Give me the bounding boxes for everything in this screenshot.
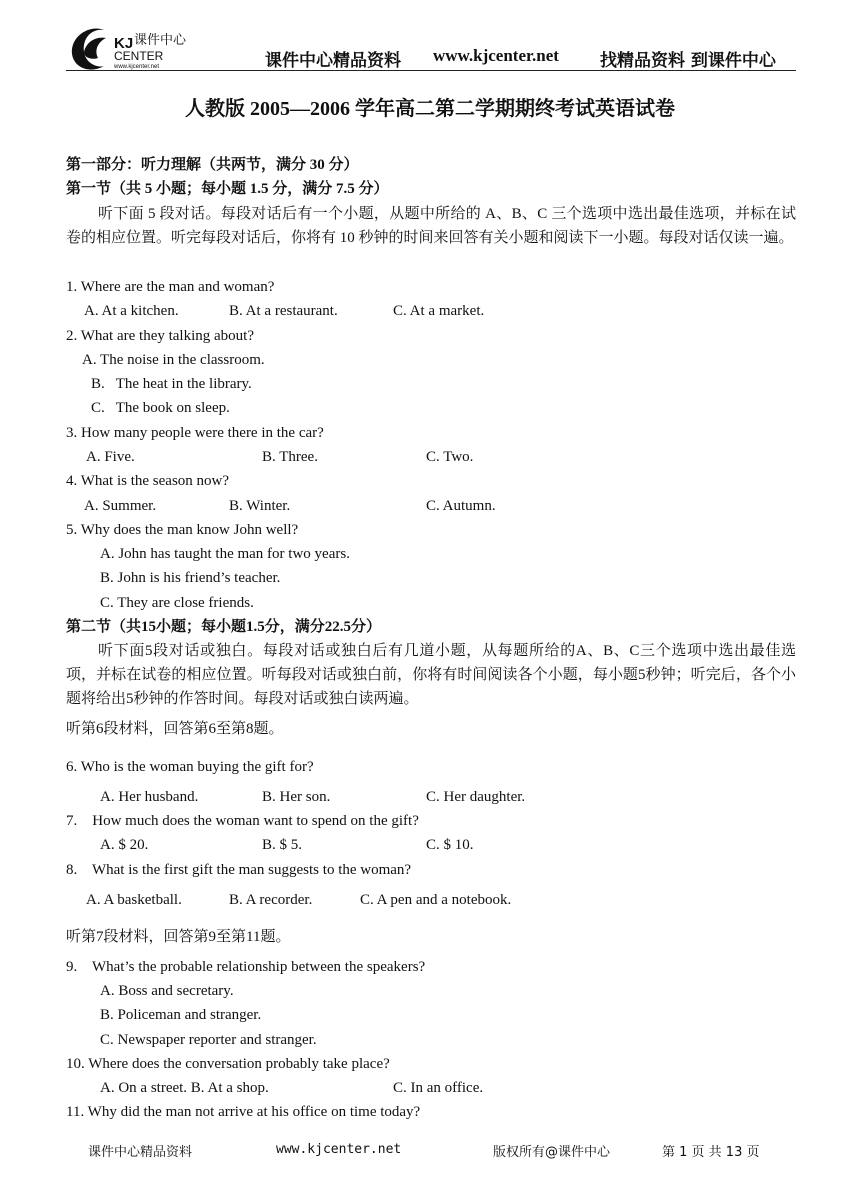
q5-option-b: B. John is his friend’s teacher. bbox=[100, 570, 281, 586]
header-right-text: 找精品资料 到课件中心 bbox=[600, 51, 776, 71]
logo-url: www.kjcenter.net bbox=[114, 64, 160, 70]
q9-option-a: A. Boss and secretary. bbox=[100, 983, 234, 999]
footer-url-link[interactable]: www.kjcenter.net bbox=[276, 1142, 402, 1157]
q4-option-b: B. Winter. bbox=[229, 498, 291, 514]
q1-stem: 1. Where are the man and woman? bbox=[66, 279, 275, 295]
logo-word: CENTER bbox=[114, 49, 164, 63]
q2-option-c: C. The book on sleep. bbox=[91, 400, 230, 416]
q7-option-a: A. $ 20. bbox=[100, 837, 149, 853]
q3-stem: 3. How many people were there in the car? bbox=[66, 425, 324, 441]
q5-stem: 5. Why does the man know John well? bbox=[66, 522, 299, 538]
q9-stem: 9. What’s the probable relationship between the speakers? bbox=[66, 959, 426, 975]
q2-option-b: B. The heat in the library. bbox=[91, 376, 252, 392]
q8-option-a: A. A basketball. bbox=[86, 892, 182, 908]
section1-instructions: 听下面 5 段对话。每段对话后有一个小题，从题中所给的 A、B、C 三个选项中选出最佳选项，并标在试卷的相应位置。听完每段对话后，你将有 10 秒钟的时间来回答有关小题和阅读下一小题。每段对话仅读一遍。 bbox=[66, 206, 796, 246]
q6-option-c: C. Her daughter. bbox=[426, 789, 526, 805]
q7-stem: 7. How much does the woman want to spend on the gift? bbox=[66, 813, 419, 829]
q8-stem: 8. What is the first gift the man suggests to the woman? bbox=[66, 862, 412, 878]
logo-text: 课件中心 bbox=[134, 33, 187, 48]
q10-option-c: C. In an office. bbox=[393, 1080, 484, 1096]
footer-left-text: 课件中心精品资料 bbox=[88, 1145, 193, 1160]
q3-option-c: C. Two. bbox=[426, 449, 474, 465]
kjcenter-logo bbox=[64, 22, 204, 74]
footer-copyright: 版权所有@课件中心 bbox=[493, 1145, 611, 1160]
q3-option-b: B. Three. bbox=[262, 449, 318, 465]
material7-label: 听第7段材料，回答第9至第11题。 bbox=[66, 929, 291, 945]
q1-option-c: C. At a market. bbox=[393, 303, 485, 319]
q4-option-a: A. Summer. bbox=[84, 498, 157, 514]
q10-option-ab: A. On a street. B. At a shop. bbox=[100, 1080, 269, 1096]
q9-option-b: B. Policeman and stranger. bbox=[100, 1007, 262, 1023]
q2-option-a: A. The noise in the classroom. bbox=[82, 352, 265, 368]
q10-stem: 10. Where does the conversation probably take place? bbox=[66, 1056, 390, 1072]
q7-option-c: C. $ 10. bbox=[426, 837, 474, 853]
header-left-text: 课件中心精品资料 bbox=[265, 51, 401, 71]
page-title: 人教版 2005—2006 学年高二第二学期期终考试英语试卷 bbox=[185, 98, 675, 120]
q5-option-c: C. They are close friends. bbox=[100, 595, 254, 611]
header-divider bbox=[66, 70, 796, 71]
q6-option-a: A. Her husband. bbox=[100, 789, 199, 805]
q8-option-b: B. A recorder. bbox=[229, 892, 313, 908]
q4-stem: 4. What is the season now? bbox=[66, 473, 230, 489]
q6-option-b: B. Her son. bbox=[262, 789, 331, 805]
logo-letters: KJ bbox=[114, 35, 134, 52]
q2-stem: 2. What are they talking about? bbox=[66, 328, 254, 344]
header-url-link[interactable]: www.kjcenter.net bbox=[433, 46, 559, 65]
q9-option-c: C. Newspaper reporter and stranger. bbox=[100, 1032, 317, 1048]
q1-option-a: A. At a kitchen. bbox=[84, 303, 179, 319]
material6-label: 听第6段材料，回答第6至第8题。 bbox=[66, 721, 284, 737]
q11-stem: 11. Why did the man not arrive at his office on time today? bbox=[66, 1104, 421, 1120]
section2-instructions: 听下面5段对话或独白。每段对话或独白后有几道小题，从每题所给的A、B、C三个选项中选出最佳选项，并标在试卷的相应位置。听每段对话或独白前，你将有时间阅读各个小题，每小题5秒钟；听完后，各个小题将给出5秒钟的作答时间。每段对话或独白读两遍。 bbox=[66, 643, 796, 707]
footer-page-number: 第 1 页 共 13 页 bbox=[662, 1145, 760, 1160]
q1-option-b: B. At a restaurant. bbox=[229, 303, 338, 319]
q6-stem: 6. Who is the woman buying the gift for? bbox=[66, 759, 314, 775]
q8-option-c: C. A pen and a notebook. bbox=[360, 892, 512, 908]
q3-option-a: A. Five. bbox=[86, 449, 135, 465]
q4-option-c: C. Autumn. bbox=[426, 498, 496, 514]
section1-heading: 第一节（共 5 小题；每小题 1.5 分，满分 7.5 分） bbox=[66, 181, 389, 197]
section2-heading: 第二节（共15小题；每小题1.5分，满分22.5分） bbox=[66, 619, 382, 635]
part1-heading: 第一部分：听力理解（共两节，满分 30 分） bbox=[66, 157, 359, 173]
q5-option-a: A. John has taught the man for two years. bbox=[100, 546, 350, 562]
q7-option-b: B. $ 5. bbox=[262, 837, 303, 853]
